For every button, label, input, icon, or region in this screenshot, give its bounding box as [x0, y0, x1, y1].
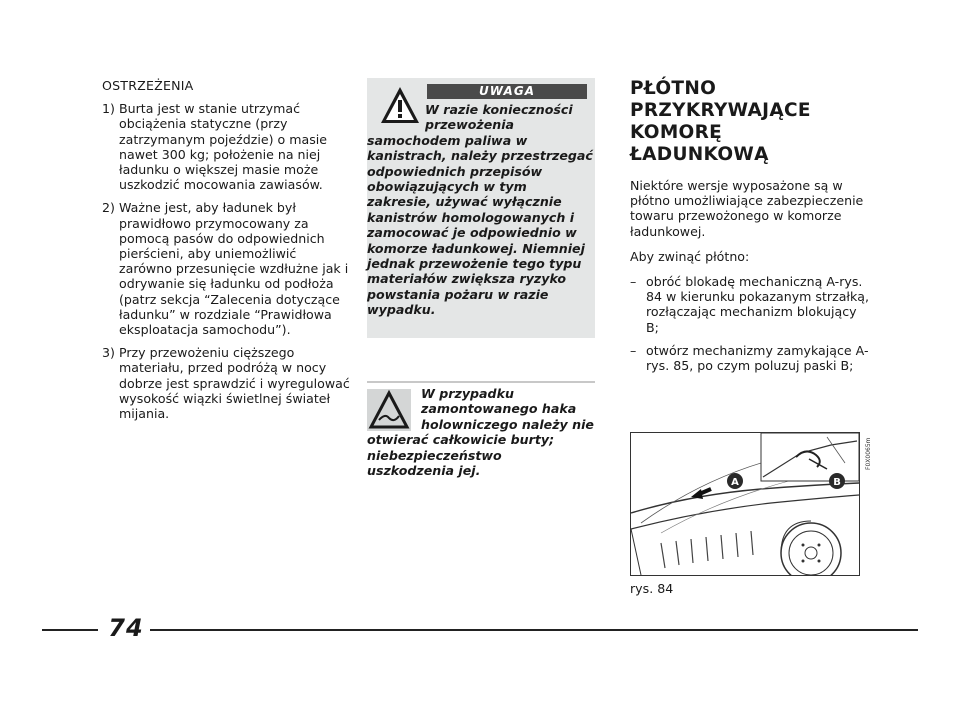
note-text [367, 386, 595, 478]
title-line: ŁADUNKOWĄ [630, 144, 769, 165]
warning-line: materiałów zwiększa ryzyko [367, 271, 567, 287]
label-b: B [833, 477, 841, 488]
warning-line: obowiązujących w tym [367, 179, 527, 195]
warning-box [367, 78, 595, 338]
figure-84 [630, 432, 860, 576]
note-line: zamontowanego haka [421, 401, 577, 417]
warning-line: zakresie, używać wyłącznie [367, 194, 562, 210]
warnings-column [102, 78, 352, 429]
warning-line: kanistrach, należy przestrzegać [367, 148, 593, 164]
item-text: Burta jest w stanie utrzymać obciążenia statyczne (przy zatrzymanym pojeździe) o masie nawet 300 kg; położenie na niej ładunku o większej masie może uszkodzić mocowania zawiasów. [119, 101, 328, 193]
cover-section [630, 78, 870, 381]
title-line: PŁÓTNO [630, 78, 717, 99]
section-title [630, 78, 870, 166]
cover-illustration [631, 433, 859, 575]
warning-line: odpowiednich przepisów [367, 163, 543, 179]
warning-item [102, 101, 352, 192]
warnings-heading: OSTRZEŻENIA [102, 78, 194, 93]
item-number: 1) [102, 101, 115, 117]
note-line: otwierać całkowicie burty; [367, 432, 555, 448]
page-number: 74 [108, 614, 144, 642]
note-divider [367, 381, 595, 383]
warning-line: jednak przewożenie tego typu [367, 256, 582, 272]
warning-line: wypadku. [367, 302, 436, 318]
warning-line: samochodem paliwa w [367, 132, 528, 148]
footer-rule-right [150, 629, 918, 631]
step-intro: Aby zwinąć płótno: [630, 248, 750, 264]
note-line: uszkodzenia jej. [367, 463, 481, 479]
item-number: 3) [102, 345, 115, 361]
step-text: otwórz mechanizmy zamykające A-rys. 85, po czym poluzuj paski B; [646, 342, 869, 374]
intro-paragraph: Niektóre wersje wyposażone są w płótno umożliwiające zabezpieczenie towaru przewożonego w komorze ładunkowej. [630, 178, 864, 239]
warning-line: W razie konieczności [425, 102, 573, 117]
step-item [630, 343, 870, 373]
title-line: KOMORĘ [630, 122, 723, 143]
step-text: obróć blokadę mechaniczną A-rys. 84 w kierunku pokazanym strzałką, rozłączając mechanizm blokujący B; [646, 274, 870, 335]
warning-item [102, 200, 352, 337]
item-text: Przy przewożeniu cięższego materiału, przed podróżą w nocy dobrze jest sprawdzić i wyregulować wysokość wiązki świetlnej świateł mijania. [119, 345, 350, 422]
warning-line: powstania pożaru w razie [367, 286, 549, 302]
note-line: niebezpieczeństwo [367, 447, 502, 463]
note-line: holowniczego należy nie [421, 416, 594, 432]
figure-code [862, 432, 872, 472]
warning-item [102, 345, 352, 421]
label-a: A [731, 477, 739, 488]
title-line: PRZYKRYWAJĄCE [630, 100, 811, 121]
figure-code-text: F0X0065m [865, 437, 872, 470]
warning-line: przewożenia [425, 117, 515, 133]
warning-line: zamocować je odpowiednio w [367, 225, 577, 241]
warning-text [367, 102, 593, 318]
step-dash: – [630, 342, 637, 358]
warning-line: komorze ładunkowej. Niemniej [367, 240, 585, 256]
warning-label: UWAGA [427, 84, 587, 99]
step-dash: – [630, 274, 637, 290]
item-text: Ważne jest, aby ładunek był prawidłowo przymocowany za pomocą pasów do odpowiednich pierścieni, aby uniemożliwić zarówno przesunięcie wzdłużne jak i odrywanie się ładunku od podłoża (patrz sekcja “Zalecenia dotyczące ładunku” w rozdziale “Prawidłowa eksploatacja samochodu”). [119, 200, 349, 338]
warning-line: kanistrów homologowanych i [367, 209, 575, 225]
footer-rule-left [42, 629, 98, 631]
step-item [630, 274, 870, 335]
figure-caption: rys. 84 [630, 581, 674, 596]
note-line: W przypadku [421, 386, 514, 401]
item-number: 2) [102, 200, 115, 216]
